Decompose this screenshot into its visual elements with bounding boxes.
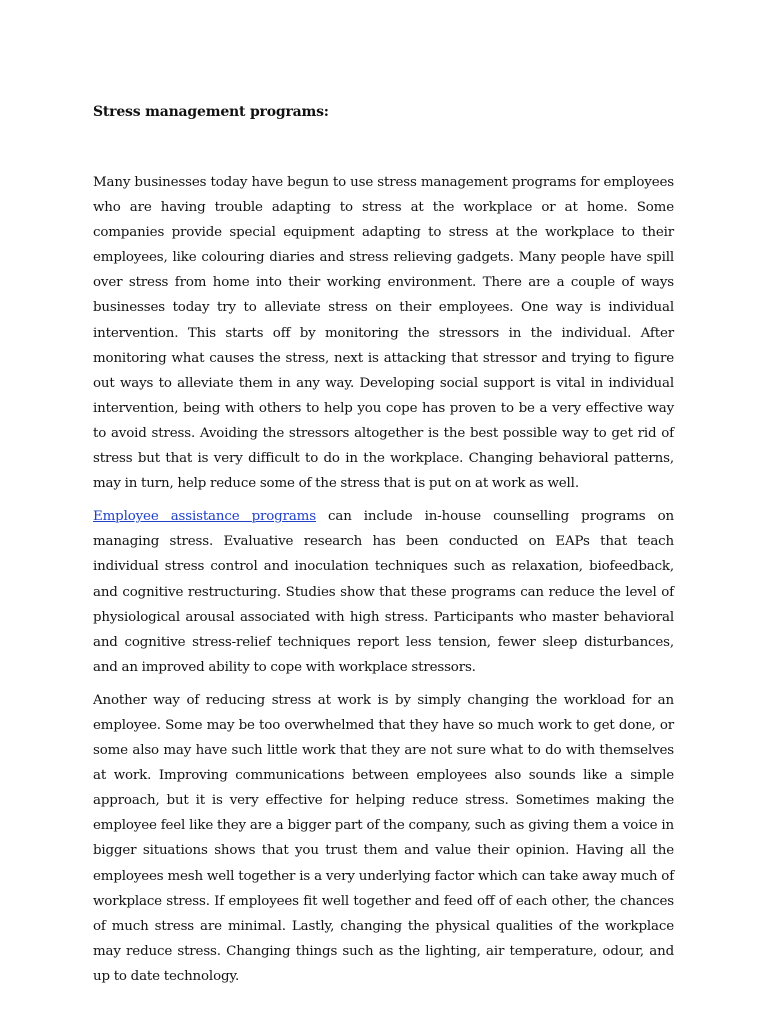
document-heading: Stress management programs: [93,104,329,120]
employee-assistance-programs-link[interactable]: Employee assistance programs [93,509,316,525]
paragraph-eap-text: can include in-house counselling programs on managing stress. Evaluative research has been conducted on EAPs that teach individual stress control and inoculation techniques such as relaxation, biofeedback, and cognitive restructuring. Studies show that these programs can reduce the level of physiological arousal associated with high stress. Participants who master behavioral and cognitive stress-relief techniques report less tension, fewer sleep disturbances, and an improved ability to cope with workplace stressors. [93,509,675,675]
paragraph-workload: Another way of reducing stress at work is by simply changing the workload for an employee. Some may be too overwhelmed that they have so much work to get done, or some also may have such little work that they are not sure what to do with themselves at work. Improving communications between employees also sounds like a simple approach, but it is very effective for helping reduce stress. Sometimes making the employee feel like they are a bigger part of the company, such as giving them a voice in bigger situations shows that you trust them and value their opinion. Having all the employees mesh well together is a very underlying factor which can take away much of workplace stress. If employees fit well together and feed off of each other, the chances of much stress are minimal. Lastly, changing the physical qualities of the workplace may reduce stress. Changing things such as the lighting, air temperature, odour, and up to date technology. [93,692,674,984]
paragraph-stress-programs: Many businesses today have begun to use stress management programs for employees who are having trouble adapting to stress at the workplace or at home. Some companies provide special equipment adapting to stress at the workplace to their employees, like colouring diaries and stress relieving gadgets. Many people have spill over stress from home into their working environment. There are a couple of ways businesses today try to alleviate stress on their employees. One way is individual intervention. This starts off by monitoring the stressors in the individual. After monitoring what causes the stress, next is attacking that stressor and trying to figure out ways to alleviate them in any way. Developing social support is vital in individual intervention, being with others to help you cope has proven to be a very effective way to avoid stress. Avoiding the stressors altogether is the best possible way to get rid of stress but that is very difficult to do in the workplace. Changing behavioral patterns, may in turn, help reduce some of the stress that is put on at work as well. [93,175,674,492]
document-body [93,170,674,997]
paragraph-eap [93,504,674,680]
